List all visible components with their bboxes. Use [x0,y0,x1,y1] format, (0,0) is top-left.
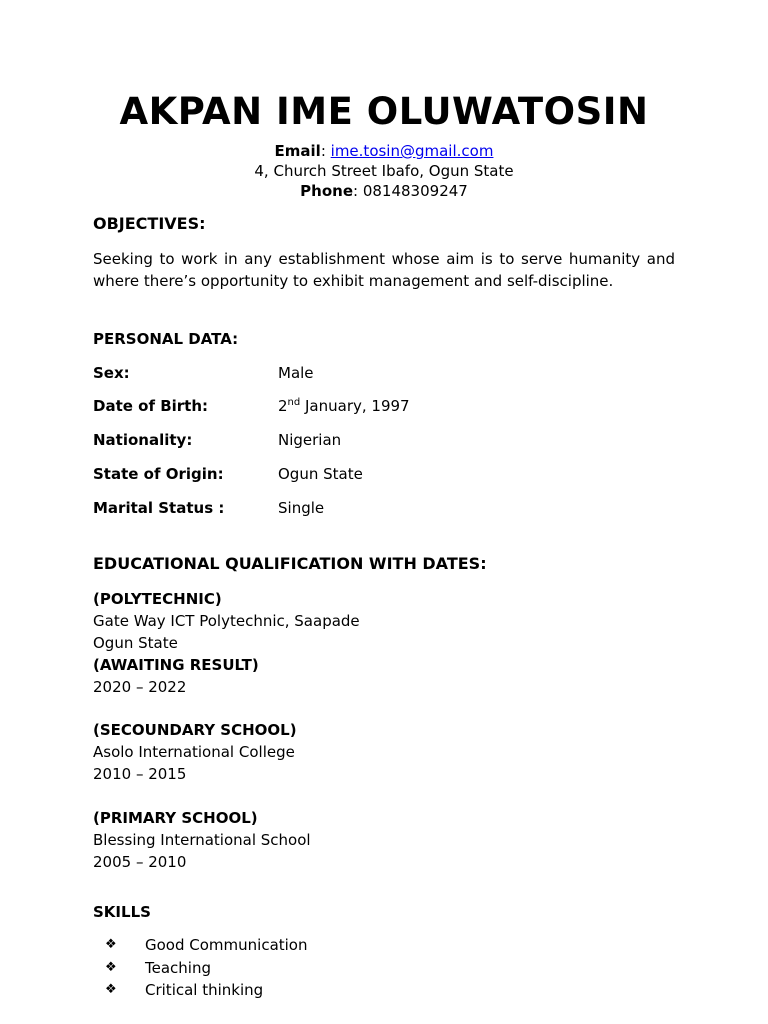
address-line: 4, Church Street Ibafo, Ogun State [254,162,514,180]
dob-suffix: nd [287,397,301,408]
origin-value: Ogun State [278,465,363,483]
email-label: Email [274,142,321,160]
primary-entry [93,807,311,873]
objectives-section [93,248,675,292]
origin-label: State of Origin: [93,465,224,483]
candidate-name: AKPAN IME OLUWATOSIN [119,90,649,133]
dob-rest: January, 1997 [300,397,410,415]
nationality-label: Nationality: [93,431,193,449]
sex-label: Sex: [93,364,130,382]
polytechnic-label: (POLYTECHNIC) [93,590,222,608]
polytechnic-school: Gate Way ICT Polytechnic, Saapade [93,612,360,630]
list-item [105,979,308,1002]
dob-value [278,396,410,416]
list-item [105,957,308,980]
dob-day: 2 [278,397,288,415]
diamond-bullet-icon: ❖ [105,937,117,952]
diamond-bullet-icon: ❖ [105,959,117,975]
skill-text: Teaching [145,958,211,977]
phone-value: 08148309247 [362,182,468,200]
objectives-text: Seeking to work in any establishment whose aim is to serve humanity and where there’s opportunity to exhibit management and self-discipline. [93,250,675,290]
phone-label: Phone [300,182,354,200]
primary-school: Blessing International School [93,831,311,849]
secondary-dates: 2010 – 2015 [93,765,187,783]
diamond-bullet-icon: ❖ [105,982,117,997]
polytechnic-dates: 2020 – 2022 [93,678,187,696]
nationality-value: Nigerian [278,431,342,449]
dob-label: Date of Birth: [93,397,209,415]
sex-value: Male [278,364,314,382]
secondary-label: (SECOUNDARY SCHOOL) [93,721,297,739]
primary-label: (PRIMARY SCHOOL) [93,809,258,827]
primary-dates: 2005 – 2010 [93,853,187,871]
contact-block [0,141,768,201]
email-line: Email: ime.tosin@gmail.com [274,142,494,160]
skill-text: Good Communication [145,936,308,954]
education-heading: EDUCATIONAL QUALIFICATION WITH DATES: [93,554,487,573]
secondary-school: Asolo International College [93,743,295,761]
polytechnic-status: (AWAITING RESULT) [93,656,259,674]
phone-line: Phone: 08148309247 [300,182,468,200]
list-item [105,934,308,957]
email-link[interactable]: ime.tosin@gmail.com [330,142,494,160]
skills-list [105,934,308,1002]
polytechnic-location: Ogun State [93,634,178,652]
secondary-entry [93,719,297,785]
skill-text: Critical thinking [145,981,264,999]
marital-value: Single [278,499,325,517]
objectives-heading: OBJECTIVES: [93,214,206,233]
skills-heading: SKILLS [93,903,151,921]
marital-label: Marital Status : [93,499,225,517]
personal-data-heading: PERSONAL DATA: [93,330,239,348]
polytechnic-entry [93,588,360,698]
